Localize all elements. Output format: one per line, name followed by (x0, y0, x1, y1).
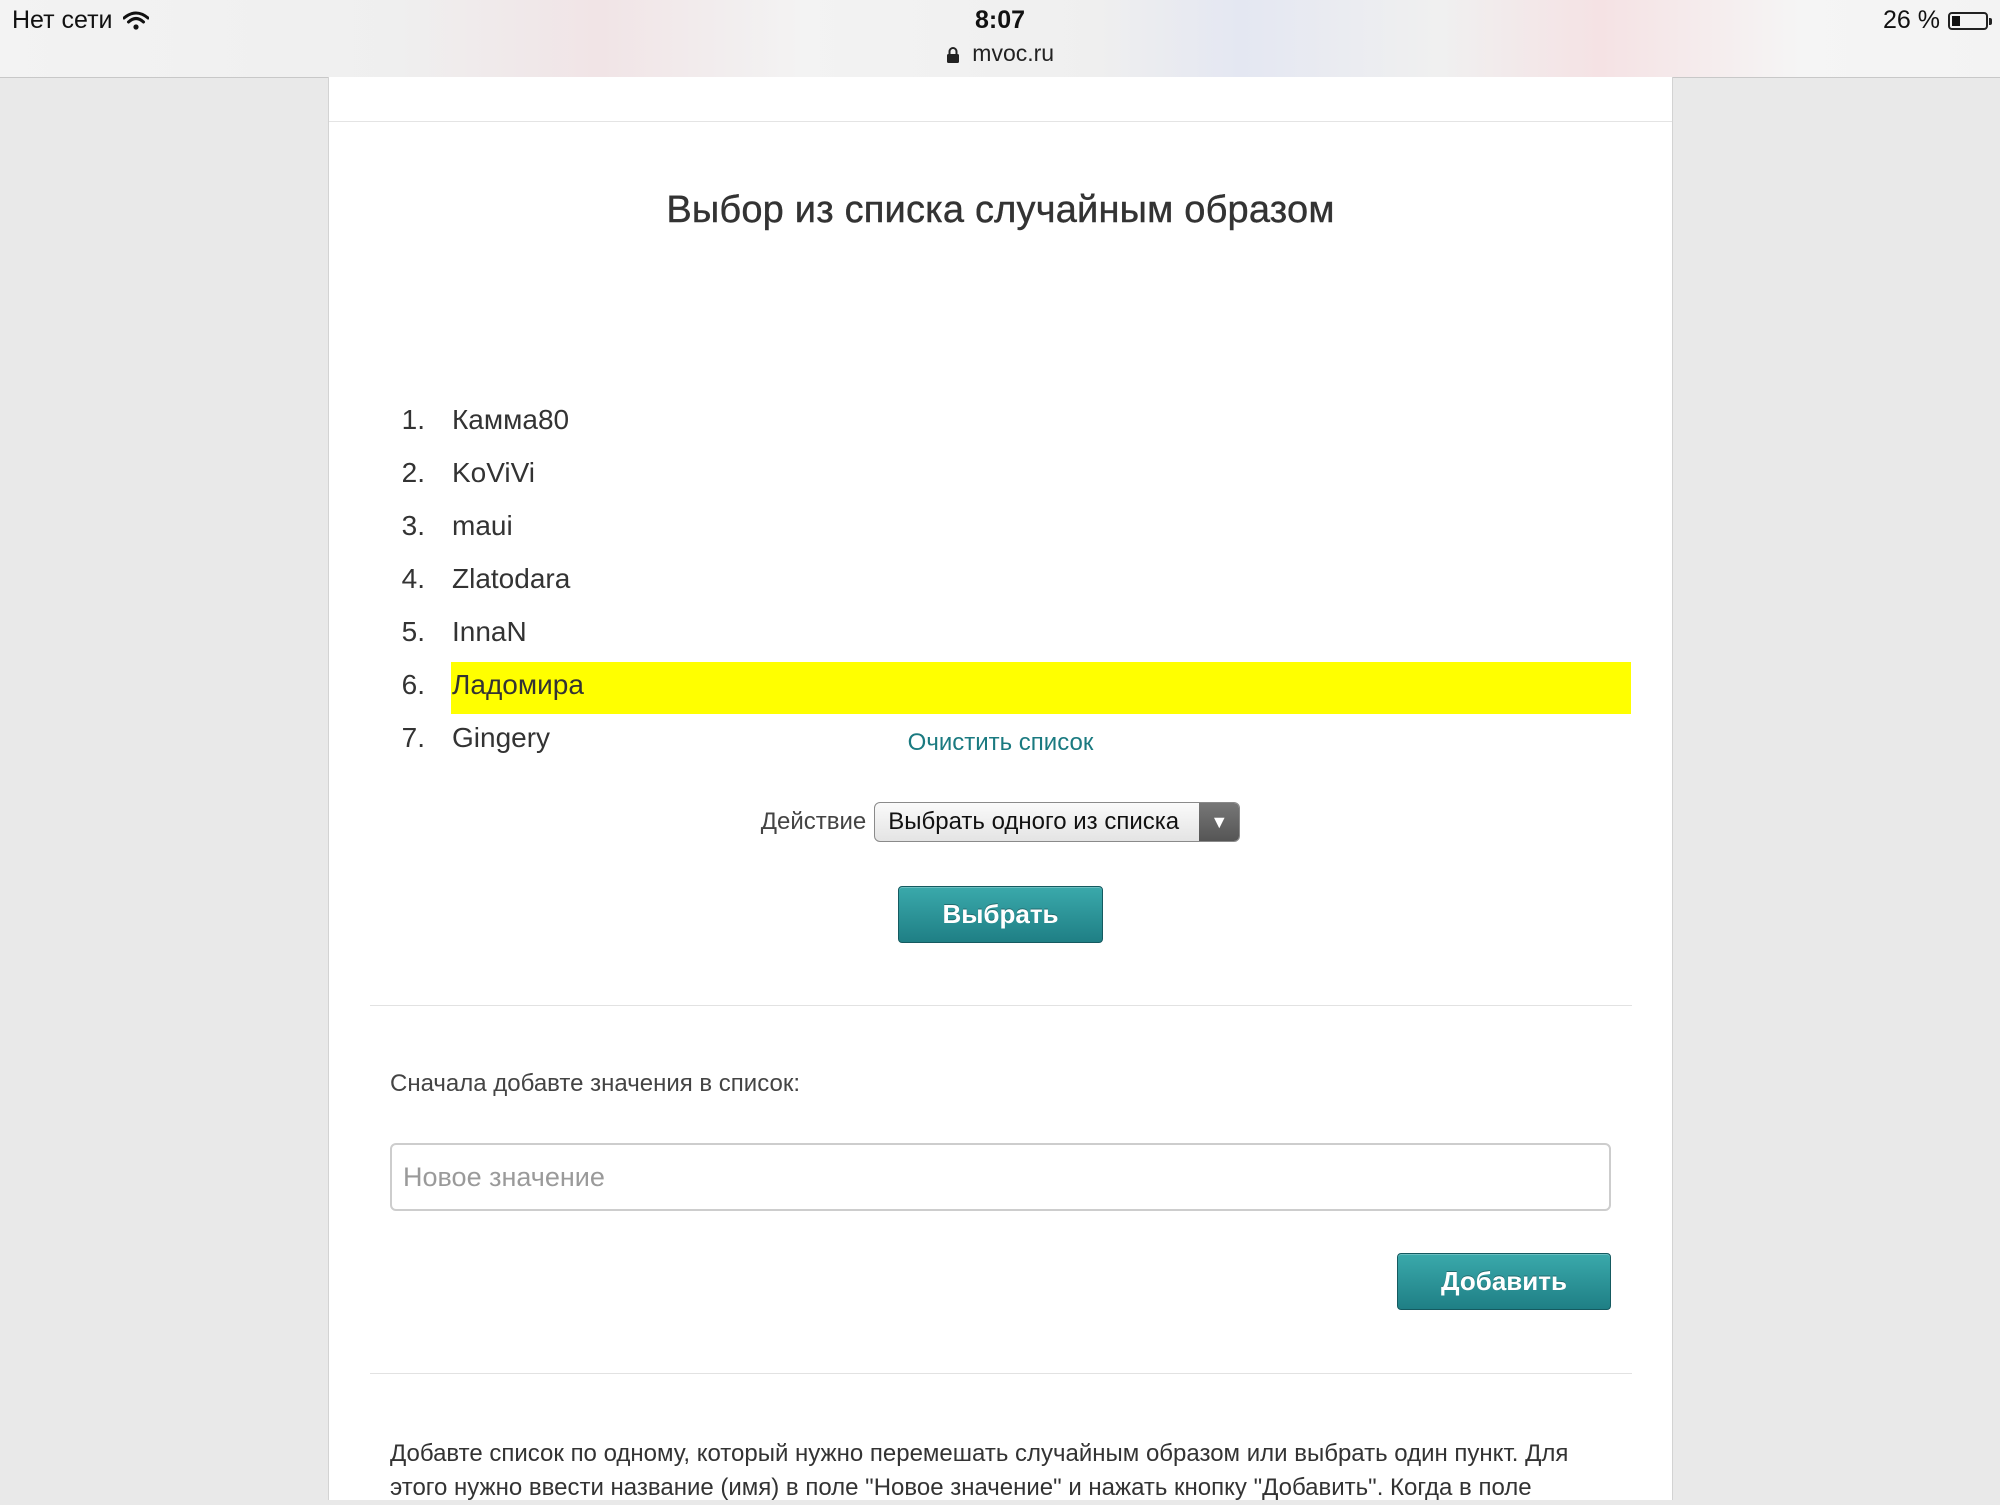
new-value-input[interactable] (390, 1143, 1611, 1211)
lock-icon (946, 47, 960, 63)
list-item (329, 447, 1672, 500)
list-item-label: Камма80 (452, 404, 570, 435)
url-text: mvoc.ru (972, 40, 1055, 66)
status-bar (0, 0, 2000, 78)
choose-button[interactable]: Выбрать (898, 886, 1103, 943)
list-item-label: InnaN (452, 616, 527, 647)
list-item (329, 553, 1672, 606)
list-item-number: 6. (401, 669, 425, 700)
list-item-label: KoViVi (452, 457, 536, 488)
divider (329, 121, 1672, 122)
network-label: Нет сети (12, 6, 113, 34)
chevron-down-icon: ▼ (1199, 803, 1239, 841)
battery-status (1883, 6, 1988, 35)
list-item-number: 7. (401, 722, 425, 753)
action-select-value: Выбрать одного из списка (888, 808, 1180, 835)
action-row (329, 802, 1672, 842)
action-label: Действие (760, 808, 867, 835)
list-item-number: 2. (401, 457, 425, 488)
clock: 8:07 (974, 6, 1026, 34)
list-item-label: maui (452, 510, 513, 541)
page-title: Выбор из списка случайным образом (666, 189, 1335, 231)
clear-list-link[interactable]: Очистить список (907, 729, 1094, 756)
list-item (329, 606, 1672, 659)
divider (370, 1005, 1632, 1006)
item-list (329, 394, 1672, 765)
action-select[interactable] (874, 802, 1240, 842)
list-item-number: 1. (401, 404, 425, 435)
list-item-label: Zlatodara (452, 563, 571, 594)
list-item-number: 4. (401, 563, 425, 594)
page-content (328, 77, 1673, 1500)
selected-highlight (451, 662, 1631, 714)
add-button[interactable]: Добавить (1397, 1253, 1611, 1310)
list-item-number: 5. (401, 616, 425, 647)
list-item-label: Ладомира (452, 669, 584, 700)
divider (370, 1373, 1632, 1374)
list-item-number: 3. (401, 510, 425, 541)
list-item-label: Gingery (452, 722, 551, 753)
list-item (329, 500, 1672, 553)
list-item (329, 394, 1672, 447)
battery-icon (1948, 12, 1988, 30)
battery-percent: 26 % (1883, 6, 1940, 34)
add-instruction: Сначала добавте значения в список: (390, 1070, 800, 1097)
address-bar[interactable] (0, 40, 2000, 67)
list-item (329, 659, 1672, 712)
help-text: Добавте список по одному, который нужно перемешать случайным образом или выбрать один пункт. Для этого нужно ввести название (имя) в поле "Новое значение" и нажать кнопку "Добавить". Когда в поле (390, 1440, 1569, 1501)
